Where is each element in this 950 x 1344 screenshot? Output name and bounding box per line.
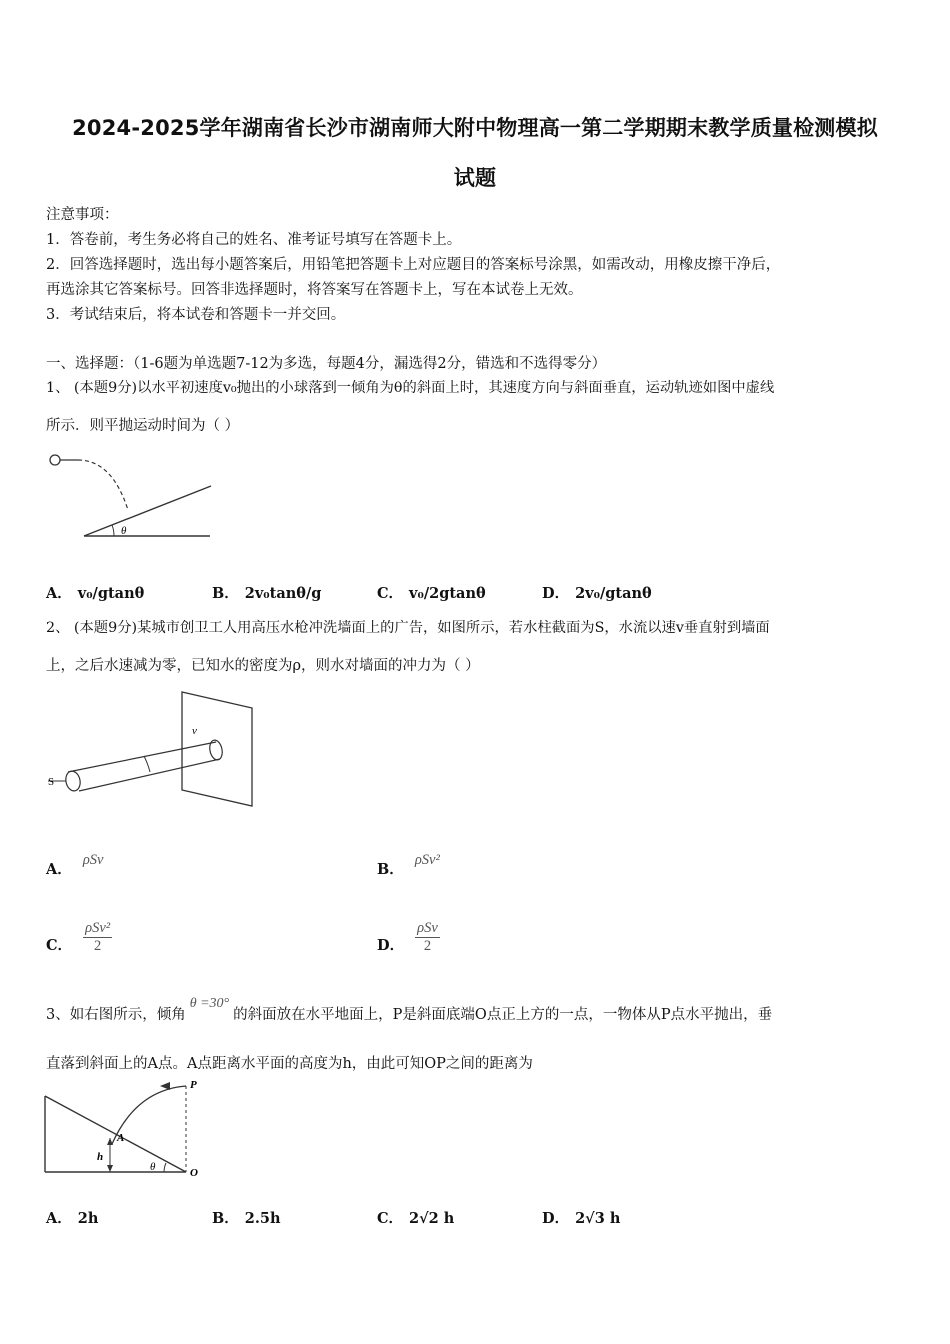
q3-o-label: O [190, 1167, 198, 1179]
q2-stem: 2、 (本题9分)某城市创卫工人用高压水枪冲洗墙面上的广告，如图所示，若水柱截面为S，水流以速v垂直射到墙面 [46, 620, 770, 636]
q2-option-b-formula: ρSv² [414, 852, 440, 868]
q1-option-b-text: 2v₀tanθ/g [244, 585, 322, 602]
notice-item-2-cont: 再选涂其它答案标号。回答非选择题时，将答案写在答题卡上，写在本试卷上无效。 [46, 282, 583, 298]
q3-option-c-label: C． [377, 1210, 404, 1227]
q2-s-label: S [48, 776, 55, 788]
q3-option-b-label: B． [212, 1210, 239, 1227]
q1-option-d[interactable] [542, 582, 652, 603]
q2-option-c-denominator: 2 [93, 938, 102, 954]
q1-option-c[interactable] [377, 582, 486, 603]
q3-a-label: A [117, 1132, 125, 1144]
q2-option-c-numerator: ρSv² [85, 920, 111, 936]
q3-stem-part1: 3、如右图所示，倾角 [46, 1007, 186, 1023]
q2-option-c-label: C． [46, 936, 73, 954]
q3-stem-part2: 的斜面放在水平地面上，P是斜面底端O点正上方的一点，一物体从P点水平抛出，垂 [233, 1007, 773, 1023]
notice-item-3: 3．考试结束后，将本试卷和答题卡一并交回。 [46, 307, 346, 323]
q3-h-label: h [97, 1151, 104, 1163]
q3-option-c[interactable] [377, 1207, 454, 1228]
notice-item-2: 2．回答选择题时，选出每小题答案后，用铅笔把答题卡上对应题目的答案标号涂黑，如需改动，用橡皮擦干净后， [46, 257, 781, 273]
q3-option-a-label: A． [46, 1210, 72, 1227]
q2-figure [44, 688, 259, 810]
q3-p-label: P [190, 1079, 197, 1091]
page-title: 2024-2025学年湖南省长沙市湖南师大附中物理高一第二学期期末教学质量检测模拟 [72, 116, 878, 140]
notice-header: 注意事项： [46, 207, 119, 223]
q1-option-d-text: 2v₀/gtanθ [575, 585, 652, 602]
q1-option-a-text: v₀/gtanθ [77, 585, 145, 602]
q1-option-c-label: C． [377, 585, 404, 602]
notice-item-1: 1．答卷前，考生务必将自己的姓名、准考证号填写在答题卡上。 [46, 232, 462, 248]
q2-option-c-fraction [83, 920, 112, 955]
q2-option-d-numerator: ρSv [417, 920, 438, 936]
q3-option-c-text: 2√2 h [409, 1210, 455, 1227]
q3-option-d-label: D． [542, 1210, 570, 1227]
q3-theta-label: θ [150, 1161, 156, 1173]
q3-stem-cont: 直落到斜面上的A点。A点距离水平面的高度为h，由此可知OP之间的距离为 [46, 1056, 533, 1072]
q3-option-d-text: 2√3 h [575, 1210, 621, 1227]
q3-figure [40, 1076, 210, 1180]
q2-v-label: v [192, 725, 197, 737]
q1-option-a[interactable] [46, 582, 144, 603]
q3-option-a-text: 2h [77, 1210, 99, 1227]
q2-option-b[interactable] [377, 852, 440, 879]
q2-option-b-label: B． [377, 861, 404, 878]
q1-option-b[interactable] [212, 582, 321, 603]
q1-theta-label: θ [121, 525, 127, 537]
q3-option-a[interactable] [46, 1207, 98, 1228]
q2-option-d-label: D． [377, 936, 405, 954]
q1-stem: 1、 (本题9分)以水平初速度v₀抛出的小球落到一倾角为θ的斜面上时，其速度方向与斜面垂直，运动轨迹如图中虚线 [46, 380, 775, 396]
q2-option-a[interactable] [46, 852, 104, 879]
q2-option-a-label: A． [46, 861, 72, 878]
q2-option-c[interactable] [46, 920, 112, 963]
q1-stem-cont: 所示．则平抛运动时间为（ ） [46, 418, 240, 434]
q1-option-a-label: A． [46, 585, 72, 602]
q1-option-c-text: v₀/2gtanθ [409, 585, 486, 602]
q2-option-d-fraction [415, 920, 440, 955]
section-header: 一、选择题：（1-6题为单选题7-12为多选，每题4分，漏选得2分，错选和不选得零分） [46, 356, 607, 372]
page-title-continued: 试题 [453, 166, 497, 190]
q1-figure [44, 448, 216, 543]
q3-angle: θ =30° [189, 996, 230, 1011]
q2-stem-cont: 上，之后水速减为零，已知水的密度为ρ，则水对墙面的冲力为（ ） [46, 658, 480, 674]
q1-option-d-label: D． [542, 585, 570, 602]
q3-option-b-text: 2.5h [244, 1210, 281, 1227]
q2-option-d-denominator: 2 [423, 938, 432, 954]
q1-option-b-label: B． [212, 585, 239, 602]
q3-stem [46, 996, 773, 1024]
q2-option-d[interactable] [377, 920, 440, 963]
q3-option-d[interactable] [542, 1207, 620, 1228]
q2-option-a-formula: ρSv [82, 852, 104, 868]
q3-option-b[interactable] [212, 1207, 281, 1228]
